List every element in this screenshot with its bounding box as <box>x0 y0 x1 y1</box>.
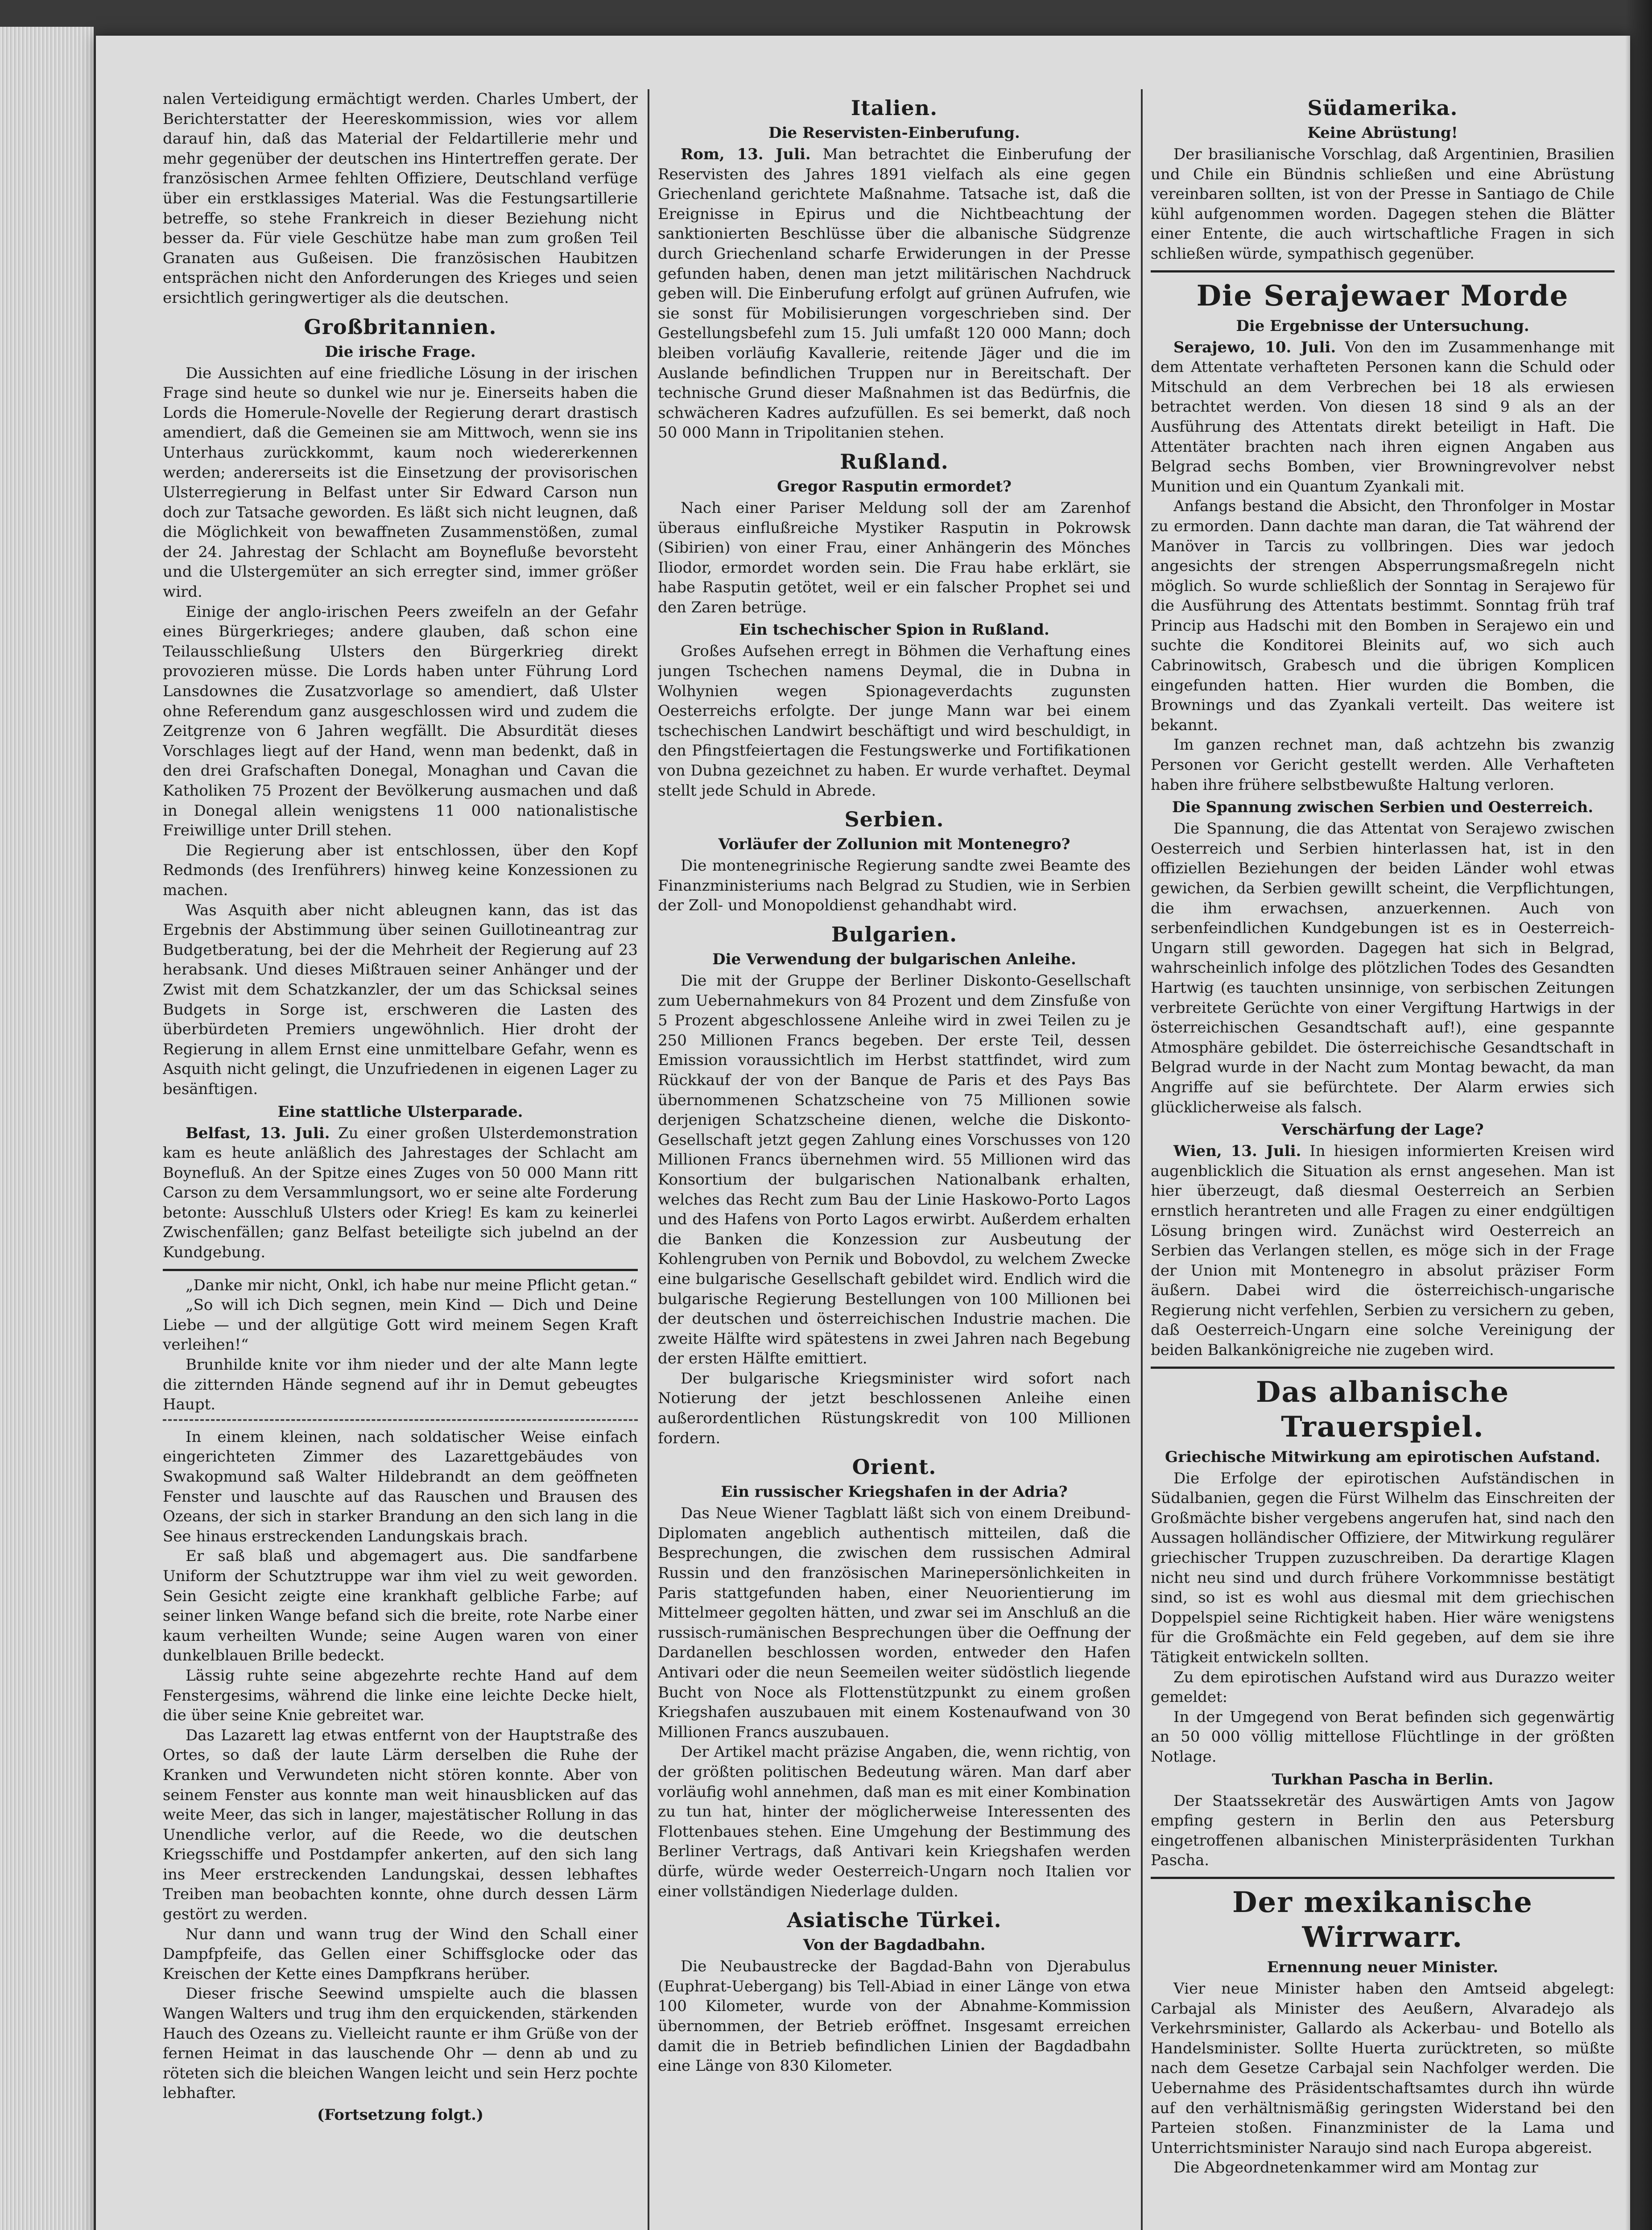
article-text: Im ganzen rechnet man, daß achtzehn bis zwanzig Personen vor Gericht gestellt werden. Alle Verhafteten haben ihre frühere selbstbewußte Haltung verloren. <box>1151 736 1615 794</box>
column-rule-2 <box>1141 89 1143 2230</box>
article-heading: Die Verwendung der bulgarischen Anleihe. <box>712 950 1076 968</box>
feuilleton-text: In einem kleinen, nach soldatischer Weise einfach eingerichteten Zimmer des Lazarettgebäudes von Swakopmund saß Walter Hildebrandt an dem geöffneten Fenster und lauschte auf das Rauschen und Brausen des Ozeans, der sich in starker Brandung an den sich lang in die See hinaus erstreckenden Landungskais brach. <box>163 1428 638 1545</box>
article-text: Was Asquith aber nicht ableugnen kann, das ist das Ergebnis der Abstimmung über seinen Guillotineantrag zur Budgetberatung, bei der die Mehrheit der Regierung auf 23 herabsank. Und dieses Mißtrauen seiner Anhänger und der Zwist mit dem Schatzkanzler, der um das Schicksal seines Budgets in Sorge ist, erschweren die Lasten des überbürdeten Premiers ungewöhnlich. Hier droht der Regierung in allem Ernst eine unmittelbare Gefahr, wenn es Asquith nicht gelingt, die Unzufriedenen in eigenen Lager zu besänftigen. <box>163 901 638 1098</box>
article-heading: Eine stattliche Ulsterparade. <box>277 1103 523 1121</box>
article-text: Zu dem epirotischen Aufstand wird aus Durazzo weiter gemeldet: <box>1151 1668 1615 1706</box>
major-heading-mexiko: Der mexikanische Wirrwarr. <box>1232 1885 1533 1954</box>
article-text <box>658 145 1131 443</box>
article-text: Der brasilianische Vorschlag, daß Argentinien, Brasilien und Chile ein Bündnis schließen und eine Abrüstung vereinbaren sollten, ist von der Presse in Santiago de Chile kühl aufgenommen worden. Dagegen stehen die Blätter einer Entente, die auch wirtschaftliche Fragen in sich schließen würde, sympathisch gegenüber. <box>1151 145 1615 263</box>
column-rule-1 <box>648 89 649 2230</box>
section-divider <box>1151 270 1615 273</box>
column-1 <box>163 89 638 2230</box>
article-body: Von den im Zusammenhange mit dem Attentate verhafteten Personen kann die Schuld oder Mitschuld an dem Verbrechen bei 18 als erwiesen betrachtet werden. Von diesen 18 sind 9 als an der Ausführung des Attentats direkt beteiligt in Haft. Die Attentäter brachten nach ihren eignen Angaben aus Belgrad sechs Bomben, vier Browningrevolver nebst Munition und ein Quantum Zyankali mit. <box>1151 338 1615 496</box>
dateline: Wien, 13. Juli. <box>1173 1142 1301 1160</box>
article-text: Der Staatssekretär des Auswärtigen Amts von Jagow empfing gestern in Berlin den aus Petersburg eingetroffenen albanischen Ministerpräsidenten Turkhan Pascha. <box>1151 1792 1615 1870</box>
article-text: Die Neubaustrecke der Bagdad-Bahn von Djerabulus (Euphrat-Uebergang) bis Tell-Abiad in einer Länge von etwa 100 Kilometer, wurde von der Abnahme-Kommission übernommen, der Betrieb eröffnet. Insgesamt erreichen damit die in Betrieb befindlichen Linien der Bagdadbahn eine Länge von 830 Kilometer. <box>658 1957 1131 2075</box>
section-heading-bulgarien: Bulgarien. <box>831 922 958 946</box>
feuilleton-text: Brunhilde knite vor ihm nieder und der alte Mann legte die zitternden Hände segnend auf ihr in Demut gebeugtes Haupt. <box>163 1356 638 1414</box>
article-text: Anfangs bestand die Absicht, den Thronfolger in Mostar zu ermorden. Dann dachte man daran, die Tat während der Manöver in Tarcis zu vollbringen. Dies war jedoch angesichts der strengen Absperrungsmaßregeln nicht möglich. So wurde schließlich der Sonntag in Serajewo für die Ausführung des Attentats bestimmt. Sonntag früh traf Princip aus Hadschi mit den Bomben in Serajewo ein und suchte die Konditorei Bleinits auf, wo sich auch Cabrinowitsch, Grabesch und die übrigen Komplicen eingefunden hatten. Hier wurden die Bomben, die Brownings und das Zyankali verteilt. Das weitere ist bekannt. <box>1151 497 1615 734</box>
article-text <box>1151 338 1615 497</box>
article-text <box>1151 1141 1615 1360</box>
article-heading: Verschärfung der Lage? <box>1281 1121 1484 1139</box>
article-text: Der bulgarische Kriegsminister wird sofort nach Notierung der jetzt beschlossenen Anleihe einen außerordentlichen Rüstungskredit von 100 Millionen fordern. <box>658 1369 1131 1447</box>
article-body: In hiesigen informierten Kreisen wird augenblicklich die Situation als ernst angesehen. Man ist hier überzeugt, daß diesmal Oesterreich an Serbien ernstlich herantreten und alle Fragen zu einer endgültigen Lösung bringen wird. Zunächst wird Oesterreich an Serbien das Verlangen stellen, es möge sich in der Frage der Union mit Montenegro in absolut präziser Form äußern. Dabei wird die österreichisch-ungarische Regierung nicht verfehlen, Serbien zu versichern zu geben, daß Oesterreich-Ungarn eine solche Vereinigung der beiden Balkankönigreiche nie zugeben wird. <box>1151 1142 1615 1359</box>
article-body: Man betrachtet die Einberufung der Reservisten des Jahres 1891 vielfach als eine gegen Griechenland gerichtete Maßnahme. Tatsache ist, daß die Ereignisse in Epirus und die Nichtbeachtung der sanktionierten Beschlüsse über die albanische Südgrenze durch Griechenland scharfe Erwiderungen in der Presse gefunden haben, denen man jetzt militärischen Nachdruck geben will. Die Einberufung erfolgt auf grünen Aufrufen, wie sie sonst für Mobilisierungen vorgeschrieben sind. Der Gestellungsbefehl zum 15. Juli umfaßt 120 000 Mann; doch bleiben vorläufig Kavallerie, reitende Jäger und die im Auslande befindlichen Truppen nur in Bereitschaft. Der technische Grund dieser Maßnahmen ist das Bedürfnis, die schwächeren Kadres aufzufüllen. Es sei bemerkt, daß noch 50 000 Mann in Tripolitanien stehen. <box>658 145 1131 442</box>
feuilleton-divider <box>163 1269 638 1271</box>
article-heading: Die Reservisten-Einberufung. <box>768 124 1020 142</box>
section-divider <box>1151 1877 1615 1879</box>
major-heading-albanien: Das albanische Trauerspiel. <box>1256 1375 1510 1444</box>
column-3 <box>1151 89 1615 2230</box>
section-heading-russland: Rußland. <box>840 449 949 474</box>
article-text: Nach einer Pariser Meldung soll der am Zarenhof überaus einflußreiche Mystiker Rasputin in Pokrowsk (Sibirien) von einer Frau, einer Anhängerin des Mönches Iliodor, ermordet worden sein. Die Frau habe erklärt, sie habe Rasputin getötet, weil er ein falscher Prophet sei und den Zaren betrüge. <box>658 499 1131 616</box>
section-heading-grossbritannien: Großbritannien. <box>304 314 497 339</box>
article-text: Großes Aufsehen erregt in Böhmen die Verhaftung eines jungen Tschechen namens Deymal, die in Dubna in Wolhynien wegen Spionageverdachts zugunsten Oesterreichs erfolgte. Der junge Mann war bei einem tschechischen Landwirt beschäftigt und wird beschuldigt, in den Pfingstfeiertagen die Festungswerke und Fortifikationen von Dubna gezeichnet zu haben. Er wurde verhaftet. Deymal stellt jede Schuld in Abrede. <box>658 642 1131 800</box>
book-page-edges <box>0 27 94 2230</box>
dateline: Serajewo, 10. Juli. <box>1173 338 1336 356</box>
article-text: Die Abgeordnetenkammer wird am Montag zur <box>1173 2159 1538 2177</box>
feuilleton-text: Nur dann und wann trug der Wind den Schall einer Dampfpfeife, das Gellen einer Schiffsglocke oder das Kreischen der Kette eines Dampfkrans herüber. <box>163 1925 638 1983</box>
article-text: Die Regierung aber ist entschlossen, über den Kopf Redmonds (des Irenführers) hinweg keine Konzessionen zu machen. <box>163 841 638 899</box>
binding-shadow <box>1625 0 1652 2230</box>
feuilleton-text: Er saß blaß und abgemagert aus. Die sandfarbene Uniform der Schutztruppe war ihm viel zu weit geworden. Sein Gesicht zeigte eine krankhaft gelbliche Farbe; auf seiner linken Wange befand sich die breite, rote Narbe einer kaum verheilten Wunde; seine Augen waren von einer dunkelblauen Brille bedeckt. <box>163 1547 638 1665</box>
article-text: Das Neue Wiener Tagblatt läßt sich von einem Dreibund-Diplomaten angeblich authentisch mitteilen, daß die Besprechungen, die zwischen dem russischen Admiral Russin und den französischen Marinepersönlichkeiten in Paris stattgefunden haben, einer Neuorientierung im Mittelmeer gegolten hätten, und zwar sei im Anschluß an die russisch-rumänischen Besprechungen über die Oeffnung der Dardanellen beschlossen worden, entweder den Hafen Antivari oder die neun Seemeilen weiter südöstlich liegende Bucht von Noce als Flottenstützpunkt zu einem großen Kriegshafen auszubauen mit einem Kostenaufwand von 30 Millionen Francs auszubauen. <box>658 1504 1131 1741</box>
article-text: Der Artikel macht präzise Angaben, die, wenn richtig, von der größten politischen Bedeutung wären. Man darf aber vorläufig wohl annehmen, daß man es mit einer Kombination zu tun hat, hinter der möglicherweise Interessenten des Flottenbaues stehen. Eine Umgehung der Bestimmung des Berliner Vertrags, daß Antivari kein Kriegshafen werden dürfe, würde weder Oesterreich-Ungarn noch Italien vor einer vollständigen Niederlage dulden. <box>658 1743 1131 1900</box>
article-heading: Die Spannung zwischen Serbien und Oesterreich. <box>1172 798 1594 817</box>
section-heading-asiatische-tuerkei: Asiatische Türkei. <box>787 1908 1002 1933</box>
article-heading: Gregor Rasputin ermordet? <box>777 477 1012 496</box>
section-heading-suedamerika: Südamerika. <box>1307 96 1458 120</box>
article-text: In der Umgegend von Berat befinden sich gegenwärtig an 50 000 völlig mittellose Flüchtlinge in der größten Notlage. <box>1151 1708 1615 1766</box>
article-heading: Griechische Mitwirkung am epirotischen Aufstand. <box>1165 1448 1600 1466</box>
section-heading-italien: Italien. <box>851 96 938 120</box>
article-heading: Ein russischer Kriegshafen in der Adria? <box>721 1483 1068 1501</box>
article-body: Zu einer großen Ulsterdemonstration kam es heute anläßlich des Jahrestages der Schlacht am Boynefluß. An der Spitze eines Zuges von 50 000 Mann ritt Carson zu dem Versammlungsort, wo er seine alte Forderung betonte: Ausschluß Ulsters oder Krieg! Es kam zu keinerlei Zwischenfällen; ganz Belfast beteiligte sich jubelnd an der Kundgebung. <box>163 1124 638 1262</box>
article-text: Die Aussichten auf eine friedliche Lösung in der irischen Frage sind heute so dunkel wie nur je. Einerseits haben die Lords die Homerule-Novelle der Regierung derart drastisch amendiert, daß die Gemeinen sie am Mittwoch, wenn sie ins Unterhaus zurückkommt, kaum noch wiedererkennen werden; andererseits ist die Einsetzung der provisorischen Ulsterregierung in Belfast unter Sir Edward Carson nun doch zur Tatsache geworden. Es läßt sich nicht leugnen, daß die Möglichkeit von bewaffneten Zusammenstößen, zumal der 24. Jahrestag der Schlacht am Boynefluße bevorsteht und die Ulstergemüter an sich erregter sind, immer größer wird. <box>163 364 638 601</box>
feuilleton-text: Dieser frische Seewind umspielte auch die blassen Wangen Walters und trug ihm den erquickenden, stärkenden Hauch des Ozeans zu. Vielleicht raunte er ihm Grüße von der fernen Heimat in das lauschende Ohr — denn ab und zu röteten sich die bleichen Wangen leicht und sein Herz pochte lebhafter. <box>163 1985 638 2102</box>
section-heading-orient: Orient. <box>852 1455 937 1479</box>
dateline: Belfast, 13. Juli. <box>186 1124 330 1142</box>
feuilleton-text: „Danke mir nicht, Onkl, ich habe nur meine Pflicht getan.“ <box>186 1276 637 1294</box>
article-heading: Ein tschechischer Spion in Rußland. <box>739 621 1049 639</box>
article-text: Einige der anglo-irischen Peers zweifeln an der Gefahr eines Bürgerkrieges; andere glauben, daß schon eine Teilausschließung Ulsters den Bürgerkrieg direkt provozieren müsse. Die Lords haben unter Führung Lord Lansdownes die Zusatzvorlage so amendiert, daß Ulster ohne Referendum ganz ausgeschlossen wird und zudem die Zeitgrenze von 6 Jahren wegfällt. Die Absurdität dieses Vorschlages liegt auf der Hand, wenn man bedenkt, daß in den drei Grafschaften Donegal, Monaghan und Cavan die Katholiken 75 Prozent der Bevölkerung ausmachen und daß in Donegal allein wenigstens 11 000 nationalistische Freiwillige unter Drill stehen. <box>163 603 638 840</box>
article-text: nalen Verteidigung ermächtigt werden. Charles Umbert, der Berichterstatter der Heereskommission, wies vor allem darauf hin, daß das Material der Feldartillerie mehr und mehr gegenüber der deutschen ins Hintertreffen gerate. Der französischen Armee fehlten Offiziere, Deutschland verfüge über ein erstklassiges Material. Was die Festungsartillerie betreffe, so stehe Frankreich in dieser Beziehung nicht besser da. Für viele Geschütze habe man zum großen Teil Granaten aus Gußeisen. Die französischen Haubitzen entsprächen nicht den Anforderungen des Krieges und seien ersichtlich geringwertiger als die deutschen. <box>163 90 638 307</box>
feuilleton-text: Das Lazarett lag etwas entfernt von der Hauptstraße des Ortes, so daß der laute Lärm derselben die Ruhe der Kranken und Verwundeten nicht stören konnte. Aber von seinem Fenster aus konnte man weit hinausblicken auf das weite Meer, das sich in langer, majestätischer Rollung in das Unendliche verlor, auf die Reede, wo die deutschen Kriegsschiffe und Postdampfer ankerten, auf den sich lang ins Meer erstreckenden Landungskai, dessen lebhaftes Treiben man beobachten konnte, ohne durch dessen Lärm gestört zu werden. <box>163 1726 638 1924</box>
major-heading-serajewo: Die Serajewaer Morde <box>1196 279 1569 313</box>
section-divider <box>1151 1367 1615 1369</box>
article-heading: Ernennung neuer Minister. <box>1267 1958 1499 1976</box>
article-text <box>163 1123 638 1263</box>
article-heading: Die irische Frage. <box>325 343 476 361</box>
feuilleton-text: Lässig ruhte seine abgezehrte rechte Hand auf dem Fenstergesims, während die linke eine leichte Decke hielt, die über seine Knie gebreitet war. <box>163 1666 638 1725</box>
dateline: Rom, 13. Juli. <box>681 145 811 163</box>
newspaper-page <box>96 36 1630 2230</box>
article-text: Die Spannung, die das Attentat von Serajewo zwischen Oesterreich und Serbien hinterlassen hat, ist in den offiziellen Beziehungen der beiden Länder wohl etwas gewichen, da Serbien gewillt scheint, die Verpflichtungen, die ihm erwachsen, anzuerkennen. Auch von serbenfeindlichen Kundgebungen ist es in Oesterreich-Ungarn still geworden. Dagegen hat sich in Belgrad, wahrscheinlich infolge des plötzlichen Todes des Gesandten Hartwig (es tauchten unsinnige, von serbischen Zeitungen verbreitete Gerüchte von einer Vergiftung Hartwigs in der österreichischen Gesandtschaft auf!), eine gespannte Atmosphäre gebildet. Die österreichische Gesandtschaft in Belgrad wurde in der Nacht zum Montag bewacht, da man Angriffe auf sie befürchtete. Der Alarm erwies sich glücklicherweise als falsch. <box>1151 820 1615 1116</box>
continuation-note: (Fortsetzung folgt.) <box>317 2106 484 2124</box>
article-heading: Keine Abrüstung! <box>1307 124 1458 142</box>
section-heading-serbien: Serbien. <box>844 807 944 832</box>
article-heading: Die Ergebnisse der Untersuchung. <box>1236 317 1529 335</box>
article-text: Die montenegrinische Regierung sandte zwei Beamte des Finanzministeriums nach Belgrad zu Studien, wie in Serbien der Zoll- und Monopoldienst gehandhabt wird. <box>658 857 1131 915</box>
article-text: Vier neue Minister haben den Amtseid abgelegt: Carbajal als Minister des Aeußern, Alvaradejo als Verkehrsminister, Gallardo als Ackerbau- und Botello als Handelsminister. Sollte Huerta zurücktreten, so müßte nach dem Gesetze Carbajal sein Nachfolger werden. Die Uebernahme des Präsidentschaftsamtes durch ihn würde auf den verhältnismäßig geringsten Widerstand bei den Parteien stoßen. Finanzminister de la Lama und Unterrichtsminister Naraujo sind nach Europa abgereist. <box>1151 1979 1615 2157</box>
scene-break <box>163 1419 638 1421</box>
article-heading: Vorläufer der Zollunion mit Montenegro? <box>718 835 1070 854</box>
column-2 <box>658 89 1131 2230</box>
article-heading: Von der Bagdadbahn. <box>803 1936 986 1954</box>
feuilleton-text: „So will ich Dich segnen, mein Kind — Dich und Deine Liebe — und der allgütige Gott wird meinem Segen Kraft verleihen!“ <box>163 1296 638 1354</box>
article-text: Die mit der Gruppe der Berliner Diskonto-Gesellschaft zum Uebernahmekurs von 84 Prozent und dem Zinsfuße von 5 Prozent abgeschlossene Anleihe wird in zwei Teilen zu je 250 Millionen Francs begeben. Der erste Teil, dessen Emission voraussichtlich im Herbst stattfindet, wird zum Rückkauf der von der Banque de Paris et des Pays Bas übernommenen Schatzscheine von 75 Millionen sowie derjenigen Schatzscheine dienen, welche die Diskonto-Gesellschaft jetzt gegen Zahlung eines Vorschusses von 120 Millionen Francs übernehmen wird. 55 Millionen wird das Konsortium der bulgarischen Nationalbank erhalten, welches das Recht zum Bau der Linie Haskowo-Porto Lagos und des Hafens von Porto Lagos erwirbt. Außerdem erhalten die Banken die Konzession zur Ausbeutung der Kohlengruben von Pernik und Bobovdol, zu welchem Zwecke eine bulgarische Gesellschaft gebildet wird. Endlich wird die bulgarische Regierung Bestellungen von 100 Millionen bei der deutschen und österreichischen Industrie machen. Die zweite Hälfte wird spätestens in zwei Jahren nach Begebung der ersten Hälfte emittiert. <box>658 972 1131 1368</box>
article-text: Die Erfolge der epirotischen Aufständischen in Südalbanien, gegen die Fürst Wilhelm das Einschreiten der Großmächte bisher vergebens angerufen hat, sind nach den Aussagen holländischer Offiziere, der Mitwirkung regulärer griechischer Truppen zuzuschreiben. Da derartige Klagen nicht neu sind und durch frühere Vorkommnisse bestätigt sind, so ist es wohl aus diesmal mit dem griechischen Doppelspiel seine Richtigkeit haben. Hier wäre wenigstens für die Großmächte ein Feld gegeben, auf dem sie ihre Tätigkeit entwickeln sollten. <box>1151 1469 1615 1666</box>
article-heading: Turkhan Pascha in Berlin. <box>1272 1770 1494 1788</box>
